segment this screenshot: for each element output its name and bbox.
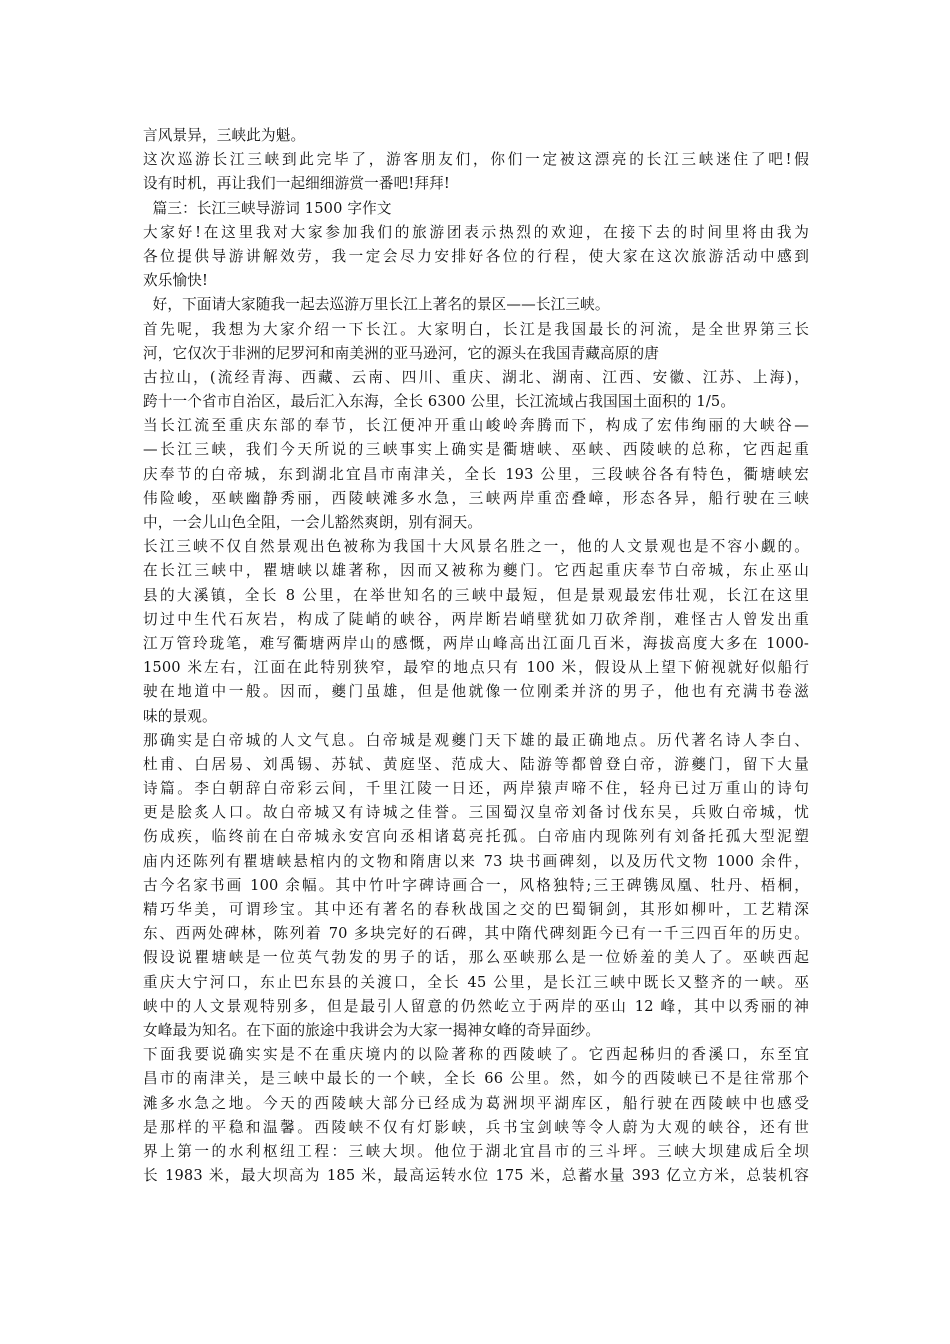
text-line: 跨十一个省市自治区，最后汇入东海，全长 6300 公里，长江流域占我国国土面积的 1/5。 — [143, 393, 736, 411]
text-line: 江万管玲珑笔，难写衢塘两岸山的感慨，两岸山峰高出江面几百米，海拔高度大多在 1000- — [143, 634, 809, 652]
text-line: 篇三：长江三峡导游词 1500 字作文 — [143, 199, 392, 217]
text-line: 河，它仅次于非洲的尼罗河和南美洲的亚马逊河，它的源头在我国青藏高原的唐 — [143, 344, 660, 362]
text-line: 在长江三峡中，瞿塘峡以雄著称，因而又被称为夔门。它西起重庆奉节白帝城，东止巫山 — [143, 562, 809, 580]
text-line: 滩多水急之地。今天的西陵峡大部分已经成为葛洲坝平湖库区，船行驶在西陵峡中也感受 — [143, 1094, 809, 1112]
text-line: 县的大溪镇，全长 8 公里，在举世知名的三峡中最短，但是景观最宏伟壮观，长江在这里 — [143, 586, 809, 604]
text-line: 长 1983 米，最大坝高为 185 米，最高运转水位 175 米，总蓄水量 393 亿立方米，总装机容 — [143, 1167, 809, 1185]
text-line: 驶在地道中一般。因而，夔门虽雄，但是他就像一位刚柔并济的男子，他也有充满书卷滋 — [143, 683, 809, 701]
text-line: 更是脍炙人口。故白帝城又有诗城之佳誉。三国蜀汉皇帝刘备讨伐东吴，兵败白帝城，忧 — [143, 804, 809, 822]
text-line: 长江三峡不仅自然景观出色被称为我国十大风景名胜之一，他的人文景观也是不容小觑的。 — [143, 538, 809, 556]
text-line: 古今名家书画 100 余幅。其中竹叶字碑诗画合一，风格独特;三王碑镌凤凰、牡丹、梧桐， — [143, 876, 809, 894]
text-line: 重庆大宁河口，东止巴东县的关渡口，全长 45 公里，是长江三峡中既长又整齐的一峡。巫 — [143, 973, 809, 991]
text-line: 庙内还陈列有瞿塘峡悬棺内的文物和隋唐以来 73 块书画碑刻，以及历代文物 1000 余件， — [143, 852, 809, 870]
text-line: 是那样的平稳和温馨。西陵峡不仅有灯影峡，兵书宝剑峡等令人蔚为大观的峡谷，还有世 — [143, 1118, 809, 1136]
text-line: —长江三峡，我们今天所说的三峡事实上确实是衢塘峡、巫峡、西陵峡的总称，它西起重 — [143, 441, 809, 459]
text-line: 切过中生代石灰岩，构成了陡峭的峡谷，两岸断岩峭壁犹如刀砍斧削，难怪古人曾发出重 — [143, 610, 809, 628]
text-line: 下面我要说确实实是不在重庆境内的以险著称的西陵峡了。它西起秭归的香溪口，东至宜 — [143, 1046, 809, 1064]
text-line: 这次巡游长江三峡到此完毕了，游客朋友们，你们一定被这漂亮的长江三峡迷住了吧!假 — [143, 151, 809, 169]
text-line: 中，一会儿山色全阻，一会儿豁然爽朗，别有洞天。 — [143, 514, 483, 531]
text-line: 杜甫、白居易、刘禹锡、苏轼、黄庭坚、范成大、陆游等都曾登白帝，游夔门，留下大量 — [143, 755, 809, 773]
text-line: 大家好!在这里我对大家参加我们的旅游团表示热烈的欢迎，在接下去的时间里将由我为 — [143, 223, 809, 241]
text-line: 诗篇。李白朝辞白帝彩云间，千里江陵一日还，两岸猿声啼不住，轻舟已过万重山的诗句 — [143, 780, 809, 798]
text-line: 1500 米左右，江面在此特别狭窄，最窄的地点只有 100 米，假设从上望下俯视就好似船行 — [143, 659, 809, 677]
text-line: 那确实是白帝城的人文气息。白帝城是观夔门天下雄的最正确地点。历代著名诗人李白、 — [143, 731, 809, 749]
text-line: 古拉山，(流经青海、西藏、云南、四川、重庆、湖北、湖南、江西、安徽、江苏、上海)， — [143, 368, 809, 386]
text-line: 各位提供导游讲解效劳，我一定会尽力安排好各位的行程，使大家在这次旅游活动中感到 — [143, 247, 809, 265]
text-line: 庆奉节的白帝城，东到湖北宜昌市南津关，全长 193 公里，三段峡谷各有特色，衢塘峡宏 — [143, 465, 809, 483]
text-line: 假设说瞿塘峡是一位英气勃发的男子的话，那么巫峡那么是一位娇羞的美人了。巫峡西起 — [143, 949, 809, 967]
text-line: 精巧华美，可谓珍宝。其中还有著名的春秋战国之交的巴蜀铜剑，其形如柳叶，工艺精深 — [143, 901, 809, 918]
text-line: 好，下面请大家随我一起去巡游万里长江上著名的景区——长江三峡。 — [143, 296, 610, 314]
text-line: 欢乐愉快! — [143, 272, 208, 290]
text-line: 伟险峻，巫峡幽静秀丽，西陵峡滩多水急，三峡两岸重峦叠嶂，形态各异，船行驶在三峡 — [143, 489, 809, 507]
text-line: 界上第一的水利枢纽工程：三峡大坝。他位于湖北宜昌市的三斗坪。三峡大坝建成后全坝 — [143, 1142, 809, 1160]
text-line: 当长江流至重庆东部的奉节，长江便冲开重山峻岭奔腾而下，构成了宏伟绚丽的大峡谷— — [143, 417, 809, 435]
text-line: 东、西两处碑林，陈列着 70 多块完好的石碑，其中隋代碑刻距今已有一千三四百年的历史。 — [143, 925, 809, 943]
document-page — [143, 124, 809, 1188]
text-line: 昌市的南津关，是三峡中最长的一个峡，全长 66 公里。然，如今的西陵峡已不是往常那个 — [143, 1070, 809, 1088]
text-line: 言风景异，三峡此为魁。 — [143, 127, 306, 144]
text-line: 女峰最为知名。在下面的旅途中我讲会为大家一揭神女峰的奇异面纱。 — [143, 1021, 601, 1039]
text-line: 伤成疾，临终前在白帝城永安宫向丞相诸葛亮托孤。白帝庙内现陈列有刘备托孤大型泥塑 — [143, 828, 809, 846]
text-line: 首先呢，我想为大家介绍一下长江。大家明白，长江是我国最长的河流，是全世界第三长 — [143, 320, 809, 338]
text-line: 味的景观。 — [143, 707, 217, 725]
text-line: 峡中的人文景观特别多，但是最引人留意的仍然屹立于两岸的巫山 12 峰，其中以秀丽的神 — [143, 997, 809, 1015]
text-line: 设有时机，再让我们一起细细游赏一番吧!拜拜! — [143, 175, 450, 193]
